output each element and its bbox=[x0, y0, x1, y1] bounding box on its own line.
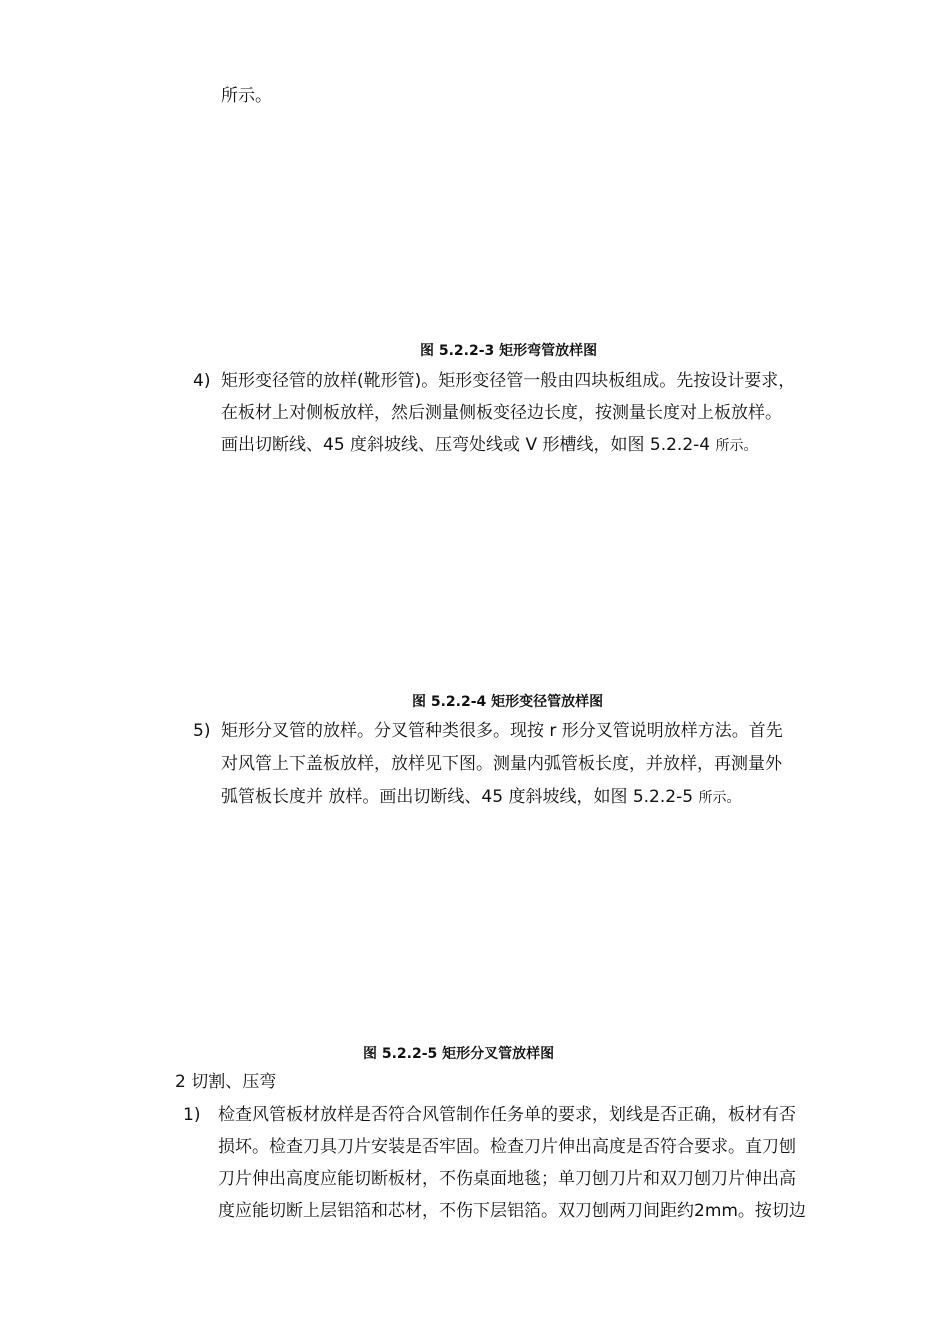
paragraph-text: 所示。 bbox=[715, 438, 758, 454]
list-marker: 5) bbox=[193, 721, 211, 741]
paragraph-line: 损坏。检查刀具刀片安装是否牢固。检查刀片伸出高度是否符合要求。直刀刨 bbox=[218, 1137, 796, 1157]
paragraph-line: 矩形变径管的放样(靴形管)。矩形变径管一般由四块板组成。先按设计要求， bbox=[221, 371, 796, 391]
figure-placeholder bbox=[150, 115, 800, 335]
paragraph-text: 画出切断线、45 度斜坡线、压弯处线或 V 形槽线，如图 5.2.2-4 bbox=[221, 435, 711, 455]
paragraph-line: 检查风管板材放样是否符合风管制作任务单的要求，划线是否正确，板材有否 bbox=[218, 1105, 796, 1125]
list-marker: 1) bbox=[183, 1105, 201, 1125]
paragraph-line: 在板材上对侧板放样，然后测量侧板变径边长度，按测量长度对上板放样。 bbox=[221, 403, 782, 423]
figure-caption: 图 5.2.2-3 矩形弯管放样图 bbox=[420, 343, 598, 359]
figure-placeholder bbox=[150, 465, 800, 685]
figure-placeholder bbox=[150, 820, 800, 1040]
paragraph-line bbox=[221, 785, 740, 810]
paragraph-line: 对风管上下盖板放样，放样见下图。测量内弧管板长度，并放样，再测量外 bbox=[221, 754, 782, 774]
paragraph-line bbox=[221, 433, 758, 458]
figure-caption: 图 5.2.2-4 矩形变径管放样图 bbox=[412, 694, 604, 710]
paragraph-line: 度应能切断上层铝箔和芯材，不伤下层铝箔。双刀刨两刀间距约2mm。按切边 bbox=[218, 1201, 806, 1221]
paragraph-text: 所示。 bbox=[698, 790, 741, 806]
section-heading: 2 切割、压弯 bbox=[175, 1072, 277, 1092]
paragraph-line: 所示。 bbox=[221, 86, 272, 106]
paragraph-line: 刀片伸出高度应能切断板材，不伤桌面地毯；单刀刨刀片和双刀刨刀片伸出高 bbox=[218, 1169, 796, 1189]
paragraph-text: 弧管板长度并 放样。画出切断线、45 度斜坡线，如图 5.2.2-5 bbox=[221, 787, 694, 807]
figure-caption: 图 5.2.2-5 矩形分叉管放样图 bbox=[363, 1046, 555, 1062]
list-marker: 4) bbox=[193, 371, 211, 391]
paragraph-line: 矩形分叉管的放样。分叉管种类很多。现按 r 形分叉管说明放样方法。首先 bbox=[221, 721, 783, 741]
